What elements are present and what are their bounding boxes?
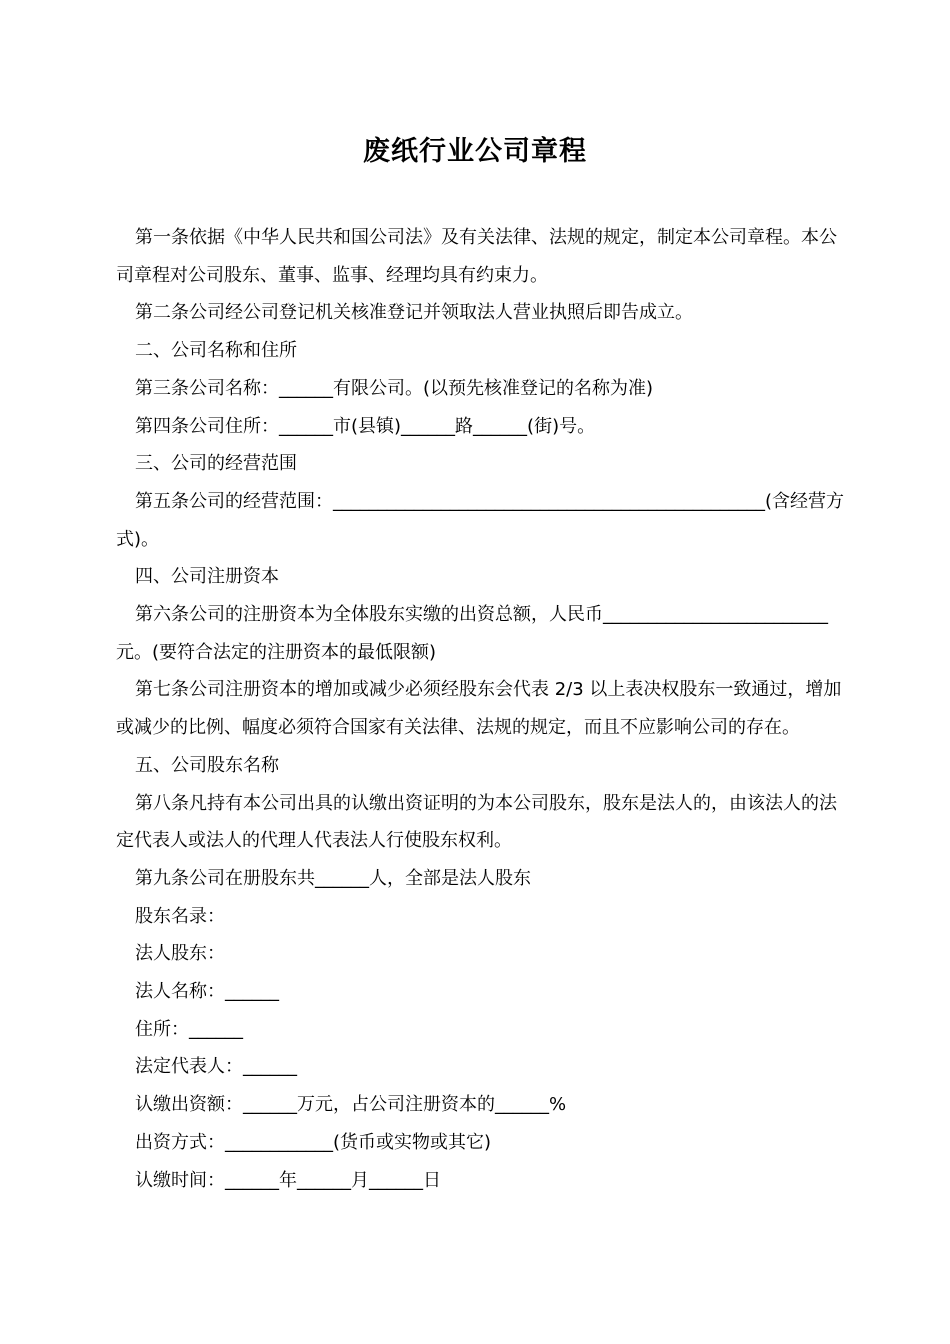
article-1: 第一条依据《中华人民共和国公司法》及有关法律、法规的规定，制定本公司章程。本公司章程对公司股东、董事、监事、经理均具有约束力。 bbox=[116, 227, 837, 286]
subscribed-capital-field: 认缴出资额：______万元，占公司注册资本的______% bbox=[135, 1094, 567, 1116]
subscription-date-field: 认缴时间：______年______月______日 bbox=[135, 1169, 441, 1191]
address-field: 住所：______ bbox=[135, 1018, 243, 1040]
article-5: 第五条公司的经营范围：________________________________________________(含经营方式)。 bbox=[116, 490, 845, 550]
document-body bbox=[116, 219, 846, 1199]
contribution-method-field: 出资方式：____________(货币或实物或其它) bbox=[135, 1131, 492, 1153]
corporate-name-field: 法人名称：______ bbox=[135, 981, 279, 1003]
article-4: 第四条公司住所：______市(县镇)______路______(街)号。 bbox=[135, 415, 596, 437]
article-2: 第二条公司经公司登记机关核准登记并领取法人营业执照后即告成立。 bbox=[135, 302, 693, 324]
article-9: 第九条公司在册股东共______人，全部是法人股东 bbox=[135, 867, 531, 889]
shareholder-list-label: 股东名录： bbox=[135, 905, 225, 927]
section-heading-business-scope: 三、公司的经营范围 bbox=[135, 453, 297, 475]
article-7: 第七条公司注册资本的增加或减少必须经股东会代表 2/3 以上表决权股东一致通过，增加或减少的比例、幅度必须符合国家有关法律、法规的规定，而且不应影响公司的存在。 bbox=[116, 679, 842, 739]
section-heading-registered-capital: 四、公司注册资本 bbox=[135, 566, 279, 588]
section-heading-shareholders: 五、公司股东名称 bbox=[135, 754, 279, 776]
article-8: 第八条凡持有本公司出具的认缴出资证明的为本公司股东，股东是法人的，由该法人的法定代表人或法人的代理人代表法人行使股东权利。 bbox=[116, 792, 837, 852]
article-6: 第六条公司的注册资本为全体股东实缴的出资总额，人民币_________________________元。(要符合法定的注册资本的最低限额) bbox=[116, 604, 828, 663]
corporate-shareholder-label: 法人股东： bbox=[135, 943, 225, 965]
document-title: 废纸行业公司章程 bbox=[363, 136, 587, 167]
legal-representative-field: 法定代表人：______ bbox=[135, 1056, 297, 1078]
article-3: 第三条公司名称：______有限公司。(以预先核准登记的名称为准) bbox=[135, 377, 654, 399]
section-heading-name-address: 二、公司名称和住所 bbox=[135, 340, 297, 362]
